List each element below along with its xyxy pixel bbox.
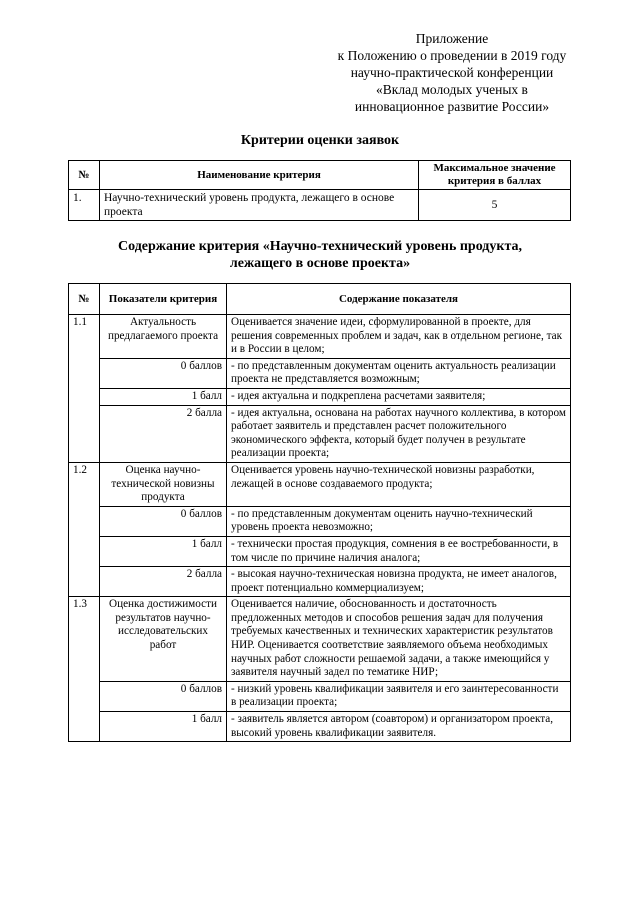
column-header-number: № [69,284,100,315]
score-description: - заявитель является автором (соавтором) и организатором проекта, высокий уровень квалификации заявителя. [227,712,571,742]
score-points: 1 балл [100,388,227,405]
indicator-name: Оценка достижимости результатов научно-исследовательских работ [100,597,227,682]
table-header-row [69,161,571,190]
criterion-content-title: Содержание критерия «Научно-технический уровень продукта, лежащего в основе проекта» [118,239,522,271]
column-header-number: № [69,161,100,190]
row-number: 1. [69,190,100,221]
indicator-description: Оценивается уровень научно-технической новизны разработки, лежащей в основе создаваемого продукта; [227,462,571,506]
score-description: - по представленным документам оценить научно-технический уровень проекта невозможно; [227,506,571,536]
table-row [69,405,571,462]
indicator-description: Оценивается значение идеи, сформулированной в проекте, для решения современных проблем и задач, как в отдельном регионе, так и в России в целом; [227,315,571,359]
score-description: - идея актуальна и подкреплена расчетами заявителя; [227,388,571,405]
score-points: 0 баллов [100,506,227,536]
score-description: - идея актуальна, основана на работах научного коллектива, в котором работает заявитель и представлен расчет положительного экономического эффекта, который будет получен в результате реализации проекта; [227,405,571,462]
table-row [69,358,571,388]
table-row [69,597,571,682]
indicator-description: Оценивается наличие, обоснованность и достаточность предложенных методов и способов решения задач для получения требуемых качественных и технических характеристик результатов НИР. Оценивается соответствие заявляемого объема необходимых научных работ сложности решаемой задачи, а также имеющийся у заявителя научный задел по тематике НИР; [227,597,571,682]
table-row [69,190,571,221]
score-points: 2 балла [100,567,227,597]
table-row [69,315,571,359]
score-points: 1 балл [100,712,227,742]
score-points: 2 балла [100,405,227,462]
score-description: - по представленным документам оценить актуальность реализации проекта не представляется возможным; [227,358,571,388]
score-points: 0 баллов [100,681,227,711]
section-number: 1.1 [69,315,100,463]
column-header-max-score: Максимальное значение критерия в баллах [419,161,571,190]
table-row [69,506,571,536]
criterion-name: Научно-технический уровень продукта, лежащего в основе проекта [100,190,419,221]
criterion-content-table [68,283,571,742]
max-score: 5 [419,190,571,221]
table-row [69,681,571,711]
table-row [69,536,571,566]
criteria-table [68,160,571,221]
score-description: - высокая научно-техническая новизна продукта, не имеет аналогов, проект потенциально коммерциализуем; [227,567,571,597]
table-row [69,462,571,506]
section-number: 1.2 [69,462,100,596]
score-description: - технически простая продукция, сомнения в ее востребованности, в том числе по причине наличия аналога; [227,536,571,566]
section-number: 1.3 [69,597,100,742]
indicator-name: Оценка научно-технической новизны продукта [100,462,227,506]
score-points: 1 балл [100,536,227,566]
table-row [69,388,571,405]
column-header-content: Содержание показателя [227,284,571,315]
column-header-indicator: Показатели критерия [100,284,227,315]
annex-line: инновационное развитие России» [354,99,550,114]
table-header-row [69,284,571,315]
annex-line: «Вклад молодых ученых в [376,82,528,97]
table-row [69,712,571,742]
annex-line: научно-практической конференции [350,65,554,80]
table-row [69,567,571,597]
annex-line: Приложение [415,31,489,46]
indicator-name: Актуальность предлагаемого проекта [100,315,227,359]
criteria-table-title: Критерии оценки заявок [240,133,400,148]
annex-header [302,30,602,115]
score-points: 0 баллов [100,358,227,388]
score-description: - низкий уровень квалификации заявителя и его заинтересованности в реализации проекта; [227,681,571,711]
column-header-criterion-name: Наименование критерия [100,161,419,190]
annex-line: к Положению о проведении в 2019 году [337,48,567,63]
